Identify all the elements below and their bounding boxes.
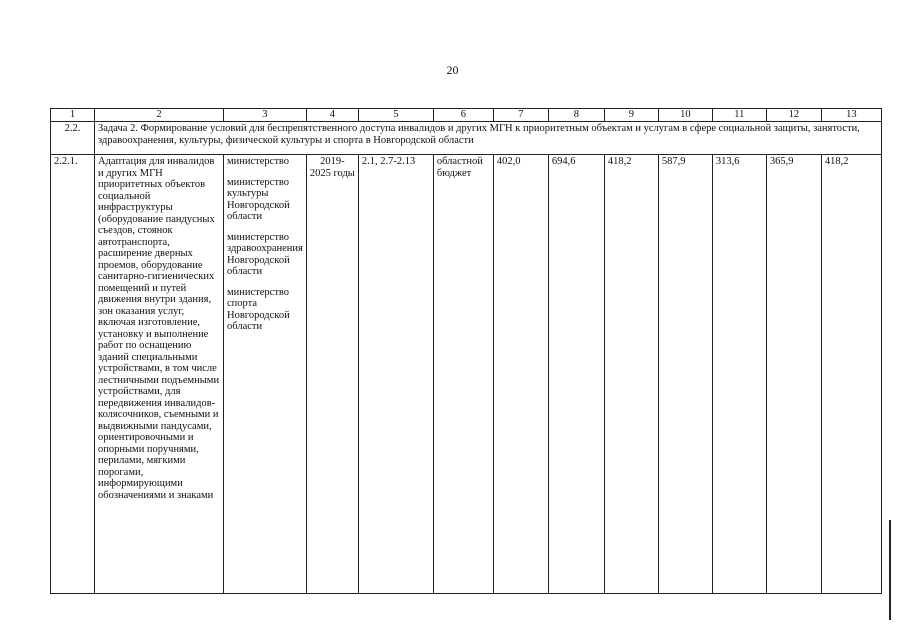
row-value: 402,0 <box>493 155 548 594</box>
column-number: 5 <box>358 109 433 122</box>
row-value: 418,2 <box>604 155 658 594</box>
column-number: 11 <box>712 109 766 122</box>
executor: министерство спорта Новгородской области <box>227 286 290 332</box>
row-targets: 2.1, 2.7-2.13 <box>358 155 433 594</box>
column-number: 3 <box>224 109 307 122</box>
column-number: 9 <box>604 109 658 122</box>
row-description: Адаптация для инвалидов и других МГН приоритетных объектов социальной инфраструктуры (оборудование пандусных съездов, стоянок автотранспорта, расширение дверных проемов, оборудование санитарно-гигиенических помещений и путей движения внутри здания, зон оказания услуг, включая изготовление, установку и выполнение работ по оснащению зданий специальными устройствами, в том числе лестничными подъемными устройствами, для передвижения инвалидов-колясочников, съемными и выдвижными пандусами, ориентировочными и опорными поручнями, перилами, мягкими порогами, информирующими обозначениями и знаками <box>95 155 224 594</box>
row-value: 365,9 <box>766 155 821 594</box>
executor: министерство здравоохранения Новгородской области <box>227 231 303 277</box>
column-number: 13 <box>821 109 881 122</box>
table-row <box>51 155 882 594</box>
row-value: 587,9 <box>658 155 712 594</box>
row-value: 313,6 <box>712 155 766 594</box>
column-number: 12 <box>766 109 821 122</box>
column-number: 1 <box>51 109 95 122</box>
task-row <box>51 122 882 155</box>
row-value: 694,6 <box>548 155 604 594</box>
column-number: 6 <box>433 109 493 122</box>
column-numbers-row <box>51 109 882 122</box>
column-number: 10 <box>658 109 712 122</box>
row-value: 418,2 <box>821 155 881 594</box>
executor: министерство культуры Новгородской области <box>227 176 290 222</box>
column-number: 4 <box>306 109 358 122</box>
row-period: 2019-2025 годы <box>306 155 358 594</box>
page-number: 20 <box>446 63 459 77</box>
task-text: Задача 2. Формирование условий для беспрепятственного доступа инвалидов и других МГН к приоритетным объектам и услугам в сфере социальной защиты, занятости, здравоохранения, культуры, физической культуры и спорта в Новгородской области <box>95 122 882 155</box>
scan-edge-line <box>889 520 891 620</box>
executor: министерство <box>227 156 290 167</box>
row-source: областной бюджет <box>433 155 493 594</box>
column-number: 7 <box>493 109 548 122</box>
column-number: 2 <box>95 109 224 122</box>
row-number: 2.2.1. <box>51 155 95 594</box>
row-executors <box>224 155 307 594</box>
program-table <box>50 108 882 594</box>
task-number: 2.2. <box>51 122 95 155</box>
column-number: 8 <box>548 109 604 122</box>
